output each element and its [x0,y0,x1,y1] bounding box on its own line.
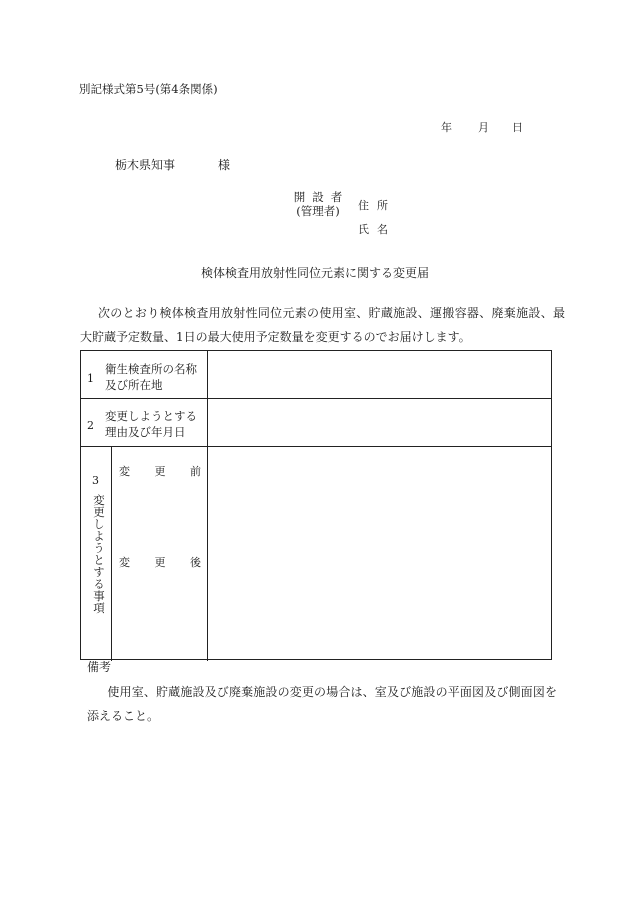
remarks-text: 使用室、貯蔵施設及び廃棄施設の変更の場合は、室及び施設の平面図及び側面図を添えること。 [87,685,557,723]
date-month-label: 月 [478,121,489,134]
applicant-role: 開設者 [293,190,350,204]
after-char: 変 [119,556,130,569]
form-number: 別記様式第5号(第4条関係) [79,82,218,96]
before-change-label [119,463,201,479]
row-label-changes-vertical: 変更しようとする事項 [92,494,106,614]
date-day-label: 日 [512,121,523,134]
form-table [80,350,552,660]
address-label: 住所 [358,199,396,212]
intro-paragraph: 次のとおり検体検査用放射性同位元素の使用室、貯蔵施設、運搬容器、廃棄施設、最大貯蔵予定数量、1日の最大使用予定数量を変更するのでお届けします。 [80,306,565,344]
row-label-reason: 変更しようとする理由及び年月日 [105,409,197,439]
addressee-honorific: 様 [218,158,231,172]
document-title: 検体検査用放射性同位元素に関する変更届 [200,266,429,280]
facility-value-cell[interactable] [208,351,551,397]
table-subcolumn-divider [111,446,112,661]
row-label-facility: 衛生検査所の名称及び所在地 [105,362,197,392]
applicant-role-block [287,190,349,218]
before-change-value-cell[interactable] [208,447,551,537]
after-change-label [119,554,201,570]
before-char: 更 [154,465,166,478]
addressee: 栃木県知事 [115,158,176,172]
after-char: 更 [154,556,166,569]
reason-value-cell[interactable] [208,399,551,445]
row-number: 3 [92,474,99,487]
before-char: 前 [190,465,201,478]
before-char: 変 [119,465,130,478]
row-number: 1 [87,372,94,385]
applicant-role-alt: (管理者) [296,204,340,218]
name-label: 氏名 [358,223,396,236]
after-change-value-cell[interactable] [208,538,551,659]
after-char: 後 [190,556,201,569]
remarks-heading: 備考 [87,660,112,674]
date-year-label: 年 [441,121,452,134]
row-number: 2 [87,419,94,432]
